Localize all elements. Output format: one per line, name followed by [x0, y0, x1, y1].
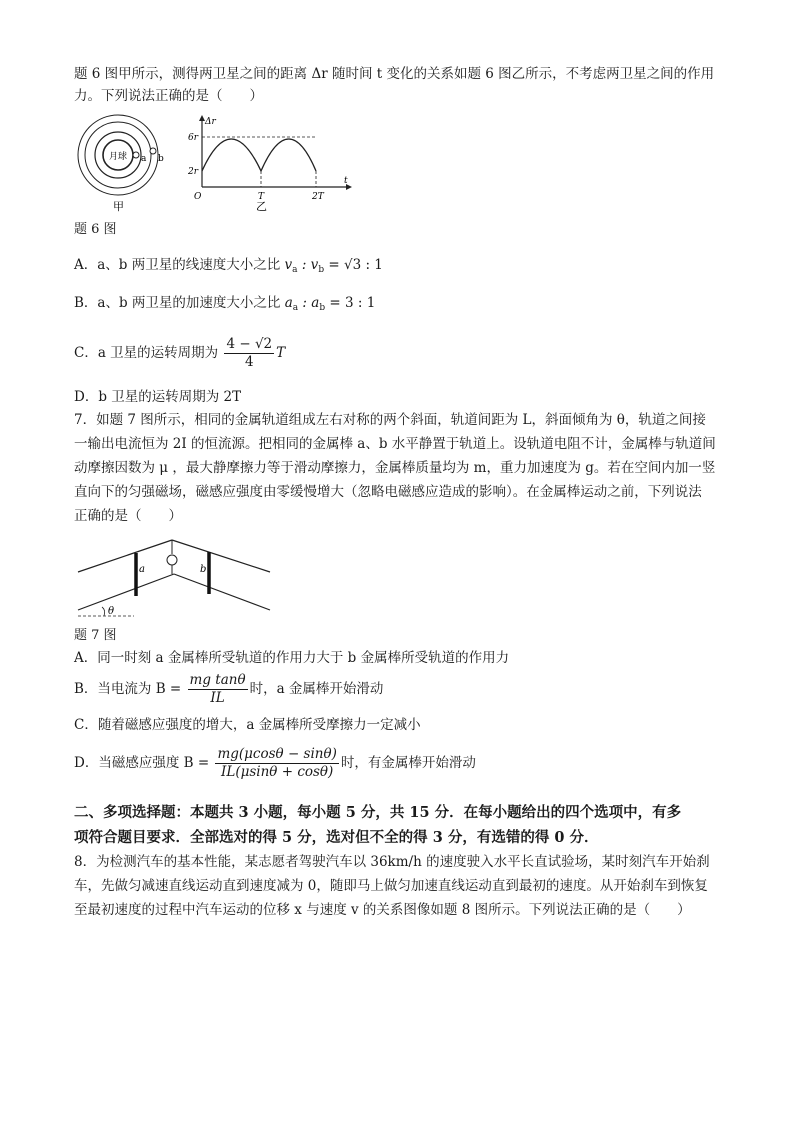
jia-caption: 甲 — [113, 200, 124, 213]
q7-stem-line5: 正确的是（ ） — [74, 508, 182, 524]
section2-header-line2: 项符合题目要求．全部选对的得 5 分，选对但不全的得 3 分，有选错的得 0 分． — [74, 829, 599, 846]
q6-option-d: D．b 卫星的运转周期为 2T — [74, 389, 242, 405]
q8-stem-line3: 至最初速度的过程中汽车运动的位移 x 与速度 v 的关系图像如题 8 图所示。下列说法正确的是（ ） — [74, 902, 691, 918]
q7-caption: 题 7 图 — [74, 628, 117, 643]
yi-origin: O — [194, 192, 202, 202]
yi-axis-x: t — [344, 176, 348, 186]
q6-stem-line1: 题 6 图甲所示，测得两卫星之间的距离 Δr 随时间 t 变化的关系如题 6 图乙所示，不考虑两卫星之间的作用 — [74, 66, 715, 82]
q7-option-b: B．当电流为 B = $\frac{\text{mg tanθ}}{IL}$ 时，a 金属棒开始滑动 — [74, 672, 384, 706]
q7-stem-line1: 7．如题 7 图所示，相同的金属轨道组成左右对称的两个斜面，轨道间距为 L，斜面倾角为 θ，轨道之间接 — [74, 412, 706, 428]
yi-tick-T: T — [258, 192, 265, 202]
q7-stem-line2: 一输出电流恒为 2I 的恒流源。把相同的金属棒 a、b 水平静置于轨道上。设轨道电阻不计，金属棒与轨道间 — [74, 436, 716, 452]
q6-figure-yi — [186, 113, 356, 213]
yi-caption: 乙 — [256, 200, 267, 213]
q7-rod-b-label: b — [200, 564, 207, 575]
q6-option-b: B．a、b 两卫星的加速度大小之比 $a_a$ : $a_b = 3$ : 1 — [74, 295, 376, 313]
yi-tick-6r: 6r — [188, 133, 199, 143]
sat-a-label: a — [141, 154, 147, 164]
q7-stem-line3: 动摩擦因数为 μ ，最大静摩擦力等于滑动摩擦力，金属棒质量均为 m，重力加速度为 g。若在空间内加一竖 — [74, 460, 716, 476]
moon-label: 月球 — [108, 152, 128, 162]
q6-option-a: A．a、b 两卫星的线速度大小之比 $v_a$ : $v_b = √3$ : 1 — [74, 257, 383, 275]
yi-tick-2r: 2r — [188, 167, 199, 177]
q8-stem-line1: 8．为检测汽车的基本性能，某志愿者驾驶汽车以 36km/h 的速度驶入水平长直试验场，某时刻汽车开始刹 — [74, 854, 710, 870]
q6-caption: 题 6 图 — [74, 222, 117, 237]
q6-stem-line2: 力。下列说法正确的是（ ） — [74, 88, 263, 104]
q7-stem-line4: 直向下的匀强磁场，磁感应强度由零缓慢增大（忽略电磁感应造成的影响）。在金属棒运动之前，下列说法 — [74, 484, 702, 500]
q8-stem-line2: 车，先做匀减速直线运动直到速度减为 0，随即马上做匀加速直线运动直到最初的速度。从开始刹车到恢复 — [74, 878, 708, 894]
q6-option-c: C．a 卫星的运转周期为 $\frac{4 - √2}{4}$ T — [74, 336, 286, 370]
q6-figure-jia — [70, 113, 175, 213]
sat-b-label: b — [158, 154, 164, 164]
q7-option-d: D．当磁感应强度 B = $\frac{mg(\mu\cos\theta - \sin\theta)}{IL(\mu\sin\theta + \cos\theta)}$ 时，有金属棒开始滑动 — [74, 746, 476, 780]
q7-rod-a-label: a — [139, 564, 145, 575]
q7-figure — [74, 536, 274, 618]
q7-theta-label: θ — [108, 606, 115, 617]
q7-option-c: C．随着磁感应强度的增大，a 金属棒所受摩擦力一定减小 — [74, 717, 421, 733]
section2-header-line1: 二、多项选择题：本题共 3 小题，每小题 5 分，共 15 分．在每小题给出的四个选项中，有多 — [74, 804, 682, 821]
yi-axis-y: Δr — [205, 117, 216, 127]
q7-option-a: A．同一时刻 a 金属棒所受轨道的作用力大于 b 金属棒所受轨道的作用力 — [74, 650, 510, 666]
yi-tick-2T: 2T — [312, 192, 324, 202]
